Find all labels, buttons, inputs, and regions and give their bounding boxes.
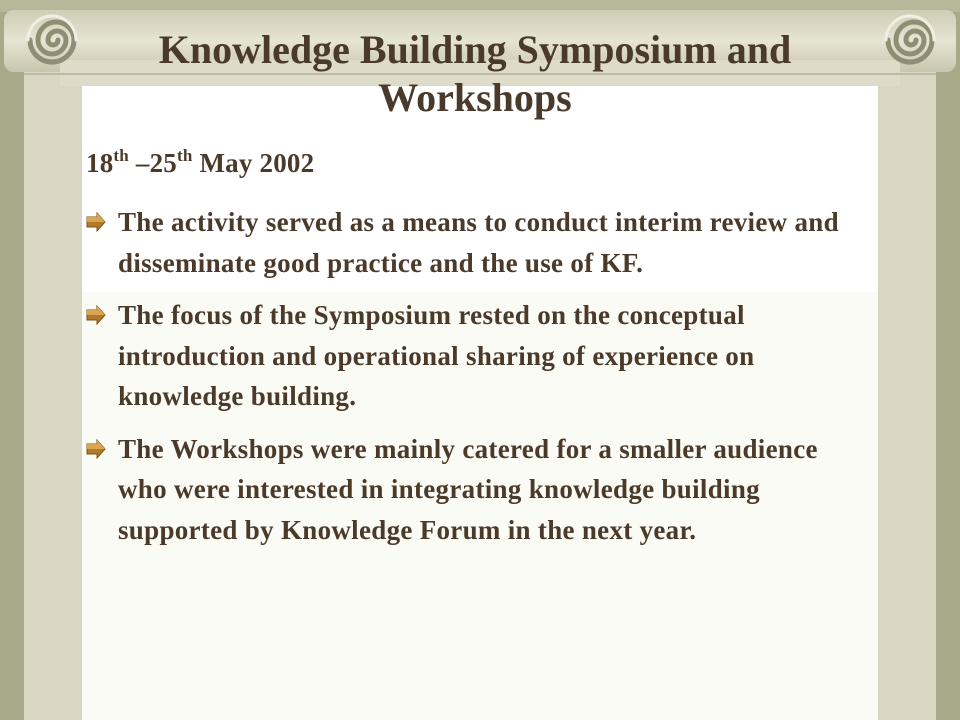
date-start-suffix: th (113, 146, 129, 165)
arrow-bullet-icon (84, 212, 106, 232)
arrow-bullet-icon (84, 439, 106, 459)
date-month-year: May 2002 (192, 148, 315, 178)
bullet-text: The activity served as a means to conduct interim review and disseminate good practice and the use of KF. (118, 207, 839, 278)
bullet-text: The Workshops were mainly catered for a smaller audience who were interested in integrating knowledge building supported by Knowledge Forum in the next year. (118, 433, 818, 545)
bullet-text: The focus of the Symposium rested on the conceptual introduction and operational sharing of experience on knowledge building. (118, 300, 755, 411)
slide-title: Knowledge Building Symposium and Workshops (158, 27, 792, 120)
date-end-suffix: th (177, 146, 193, 165)
date-separator: – (128, 148, 150, 178)
date-start-day: 18 (86, 148, 114, 178)
bullet-item (84, 429, 864, 551)
slide-date (86, 148, 314, 179)
bullet-list (84, 202, 864, 562)
bullet-item (84, 202, 864, 283)
date-end-day: 25 (149, 148, 177, 178)
bullet-item (84, 295, 864, 417)
arrow-bullet-icon (84, 305, 106, 325)
